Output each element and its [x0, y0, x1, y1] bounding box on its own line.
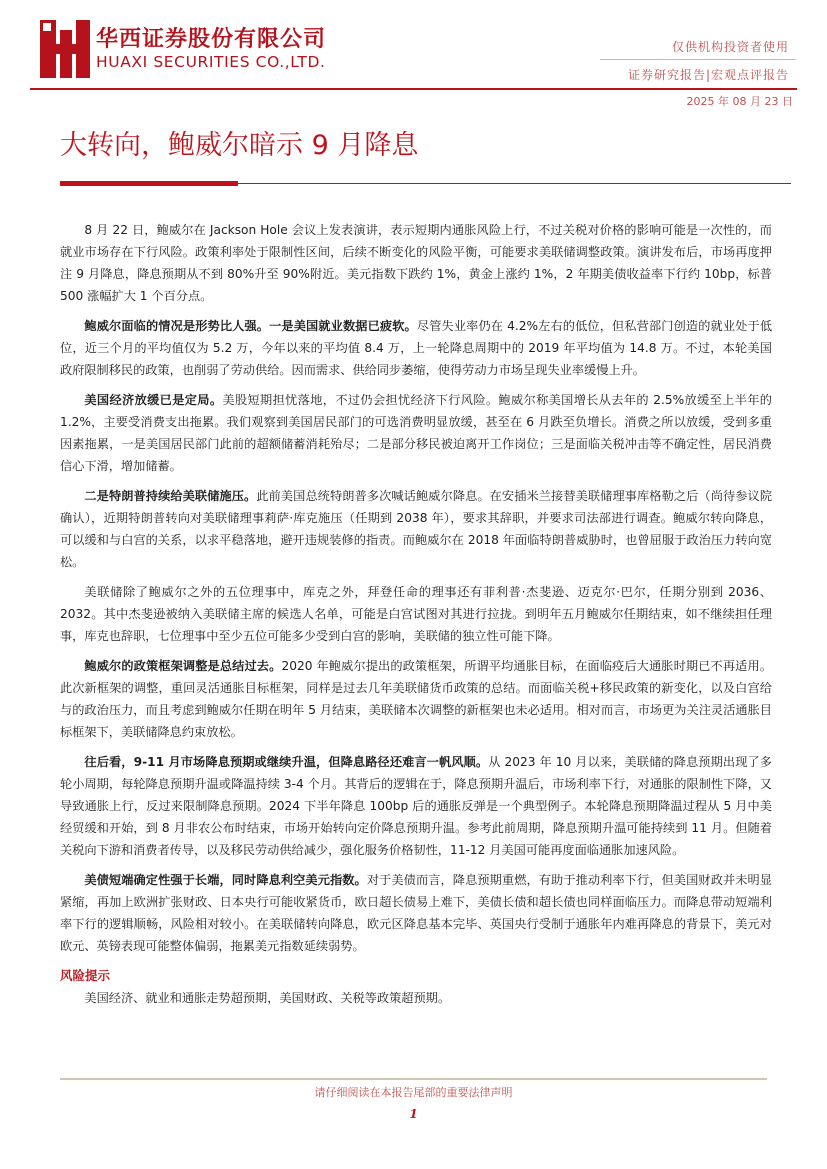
paragraph-lead: 往后看，9-11 月市场降息预期或继续升温，但降息路径还难言一帆风顺。 [84, 755, 489, 769]
paragraph-text: 美股短期担忧落地，不过仍会担忧经济下行风险。鲍威尔称美国增长从去年的 2.5%放缓至上半年的 1.2%，主要受消费支出拖累。我们观察到美国居民部门的可选消费明显放缓，甚至在 6 月跌至负增长。消费之所以放缓，受到多重因素拖累，一是美国居民部门此前的超额储蓄消耗殆尽；二是部分移民被迫离开工作岗位；三是面临关税冲击等不确定性，居民消费信心下滑，增加储蓄。 [60, 393, 772, 473]
title-accent-bar [60, 181, 238, 186]
risk-heading: 风险提示 [60, 968, 111, 983]
top-divider [30, 88, 797, 90]
report-type: 证券研究报告|宏观点评报告 [627, 68, 789, 82]
header-divider [600, 59, 796, 60]
paragraph-lead: 美国经济放缓已是定局。 [84, 393, 223, 407]
paragraph-text: 从 2023 年 10 月以来，美联储的降息预期出现了多轮小周期，每轮降息预期升温或降温持续 3-4 个月。其背后的逻辑在于，降息预期升温后，市场利率下行，对通胀的限制性下降，又导致通胀上行，反过来限制降息预期。2024 下半年降息 100bp 后的通胀反弹是一个典型例子。本轮降息预期降温过程从 5 月中美经贸缓和开始，到 8 月非农公布时结束，市场开始转向定价降息预期升温。参考此前周期，降息预期升温可能持续到 11 月。但随着关税向下游和消费者传导，以及移民劳动供给减少，强化服务价格韧性，11-12 月美国可能再度面临通胀加速风险。 [60, 755, 772, 857]
footer-divider [60, 1078, 767, 1080]
huaxi-logo-icon [40, 20, 90, 78]
page-number: 1 [409, 1107, 418, 1121]
title-underline [238, 183, 791, 184]
paragraph [60, 655, 772, 743]
paragraph [60, 581, 772, 647]
paragraph-text: 8 月 22 日，鲍威尔在 Jackson Hole 会议上发表演讲，表示短期内通胀风险上行，不过关税对价格的影响可能是一次性的，而就业市场存在下行风险。政策利率处于限制性区间，后续不断变化的风险平衡，可能要求美联储调整政策。演讲发布后，市场再度押注 9 月降息，降息预期从不到 80%升至 90%附近。美元指数下跌约 1%，黄金上涨约 1%，2 年期美债收益率下行约 10bp，标普 500 涨幅扩大 1 个百分点。 [60, 223, 772, 303]
risk-text: 美国经济、就业和通胀走势超预期，美国财政、关税等政策超预期。 [84, 991, 451, 1005]
paragraph-lead: 鲍威尔面临的情况是形势比人强。一是美国就业数据已疲软。 [84, 319, 417, 333]
paragraph-text: 2020 年鲍威尔提出的政策框架，所谓平均通胀目标，在面临疫后大通胀时期已不再适用。此次新框架的调整，重回灵活通胀目标框架，同样是过去几年美联储货币政策的总结。而面临关税+移民政策的新变化，以及白宫给与的政治压力，而且考虑到鲍威尔任期在明年 5 月结束，美联储本次调整的新框架也未必适用。相对而言，市场更为关注灵活通胀目标框架下，美联储降息约束放松。 [60, 659, 772, 739]
paragraph-text: 对于美债而言，降息预期重燃，有助于推动利率下行，但美国财政并未明显紧缩，再加上欧洲扩张财政、日本央行可能收紧货币，欧日超长债易上难下，美债长债和超长债也同样面临压力。而降息带动短端利率下行的逻辑顺畅，风险相对较小。在美联储转向降息，欧元区降息基本完毕、英国央行受制于通胀年内难再降息的背景下，美元对欧元、英镑表现可能整体偏弱，拖累美元指数延续弱势。 [60, 873, 773, 953]
report-header [0, 0, 827, 100]
paragraph-text: 美联储除了鲍威尔之外的五位理事中，库克之外，拜登任命的理事还有菲利普·杰斐逊、迈克尔·巴尔，任期分别到 2036、2032。其中杰斐逊被纳入美联储主席的候选人名单，可能是白宫试图对其进行拉拢。到明年五月鲍威尔任期结束，如不继续担任理事，库克也辞职，七位理事中至少五位可能多少受到白宫的影响，美联储的独立性可能下降。 [60, 585, 772, 643]
paragraph [60, 389, 772, 477]
report-body [60, 219, 772, 1009]
paragraph-lead: 鲍威尔的政策框架调整是总结过去。 [84, 659, 282, 673]
paragraph-lead: 美债短端确定性强于长端，同时降息利空美元指数。 [84, 873, 367, 887]
paragraph-lead: 二是特朗普持续给美联储施压。 [84, 489, 257, 503]
paragraph [60, 485, 772, 573]
company-name-en: HUAXI SECURITIES CO.,LTD. [96, 53, 326, 71]
paragraph [60, 219, 772, 307]
investor-notice: 仅供机构投资者使用 [671, 40, 789, 54]
legal-notice: 请仔细阅读在本报告尾部的重要法律声明 [314, 1086, 513, 1099]
paragraph [60, 869, 772, 957]
company-name-cn: 华西证券股份有限公司 [96, 26, 327, 52]
paragraph [60, 315, 772, 381]
paragraph-text: 此前美国总统特朗普多次喊话鲍威尔降息。在安插米兰接替美联储理事库格勒之后（尚待参议院确认），近期特朗普转向对美联储理事莉萨·库克施压（任期到 2038 年），要求其辞职，并要求司法部进行调查。鲍威尔转向降息，可以缓和与白宫的关系，以求平稳落地，避开违规装修的指责。而鲍威尔在 2018 年面临特朗普威胁时，也曾屈服于政治压力转向宽松。 [60, 489, 773, 569]
paragraph-text: 尽管失业率仍在 4.2%左右的低位，但私营部门创造的就业处于低位，近三个月的平均值仅为 5.2 万，今年以来的平均值 8.4 万，上一轮降息周期中的 2019 年平均值为 14.8 万。不过，本轮美国政府限制移民的政策，也削弱了劳动供给。因而需求、供给同步萎缩，使得劳动力市场呈现失业率缓慢上升。 [60, 319, 773, 377]
paragraph [60, 751, 772, 861]
report-date: 2025 年 08 月 23 日 [686, 95, 793, 108]
report-title: 大转向，鲍威尔暗示 9 月降息 [60, 130, 419, 161]
